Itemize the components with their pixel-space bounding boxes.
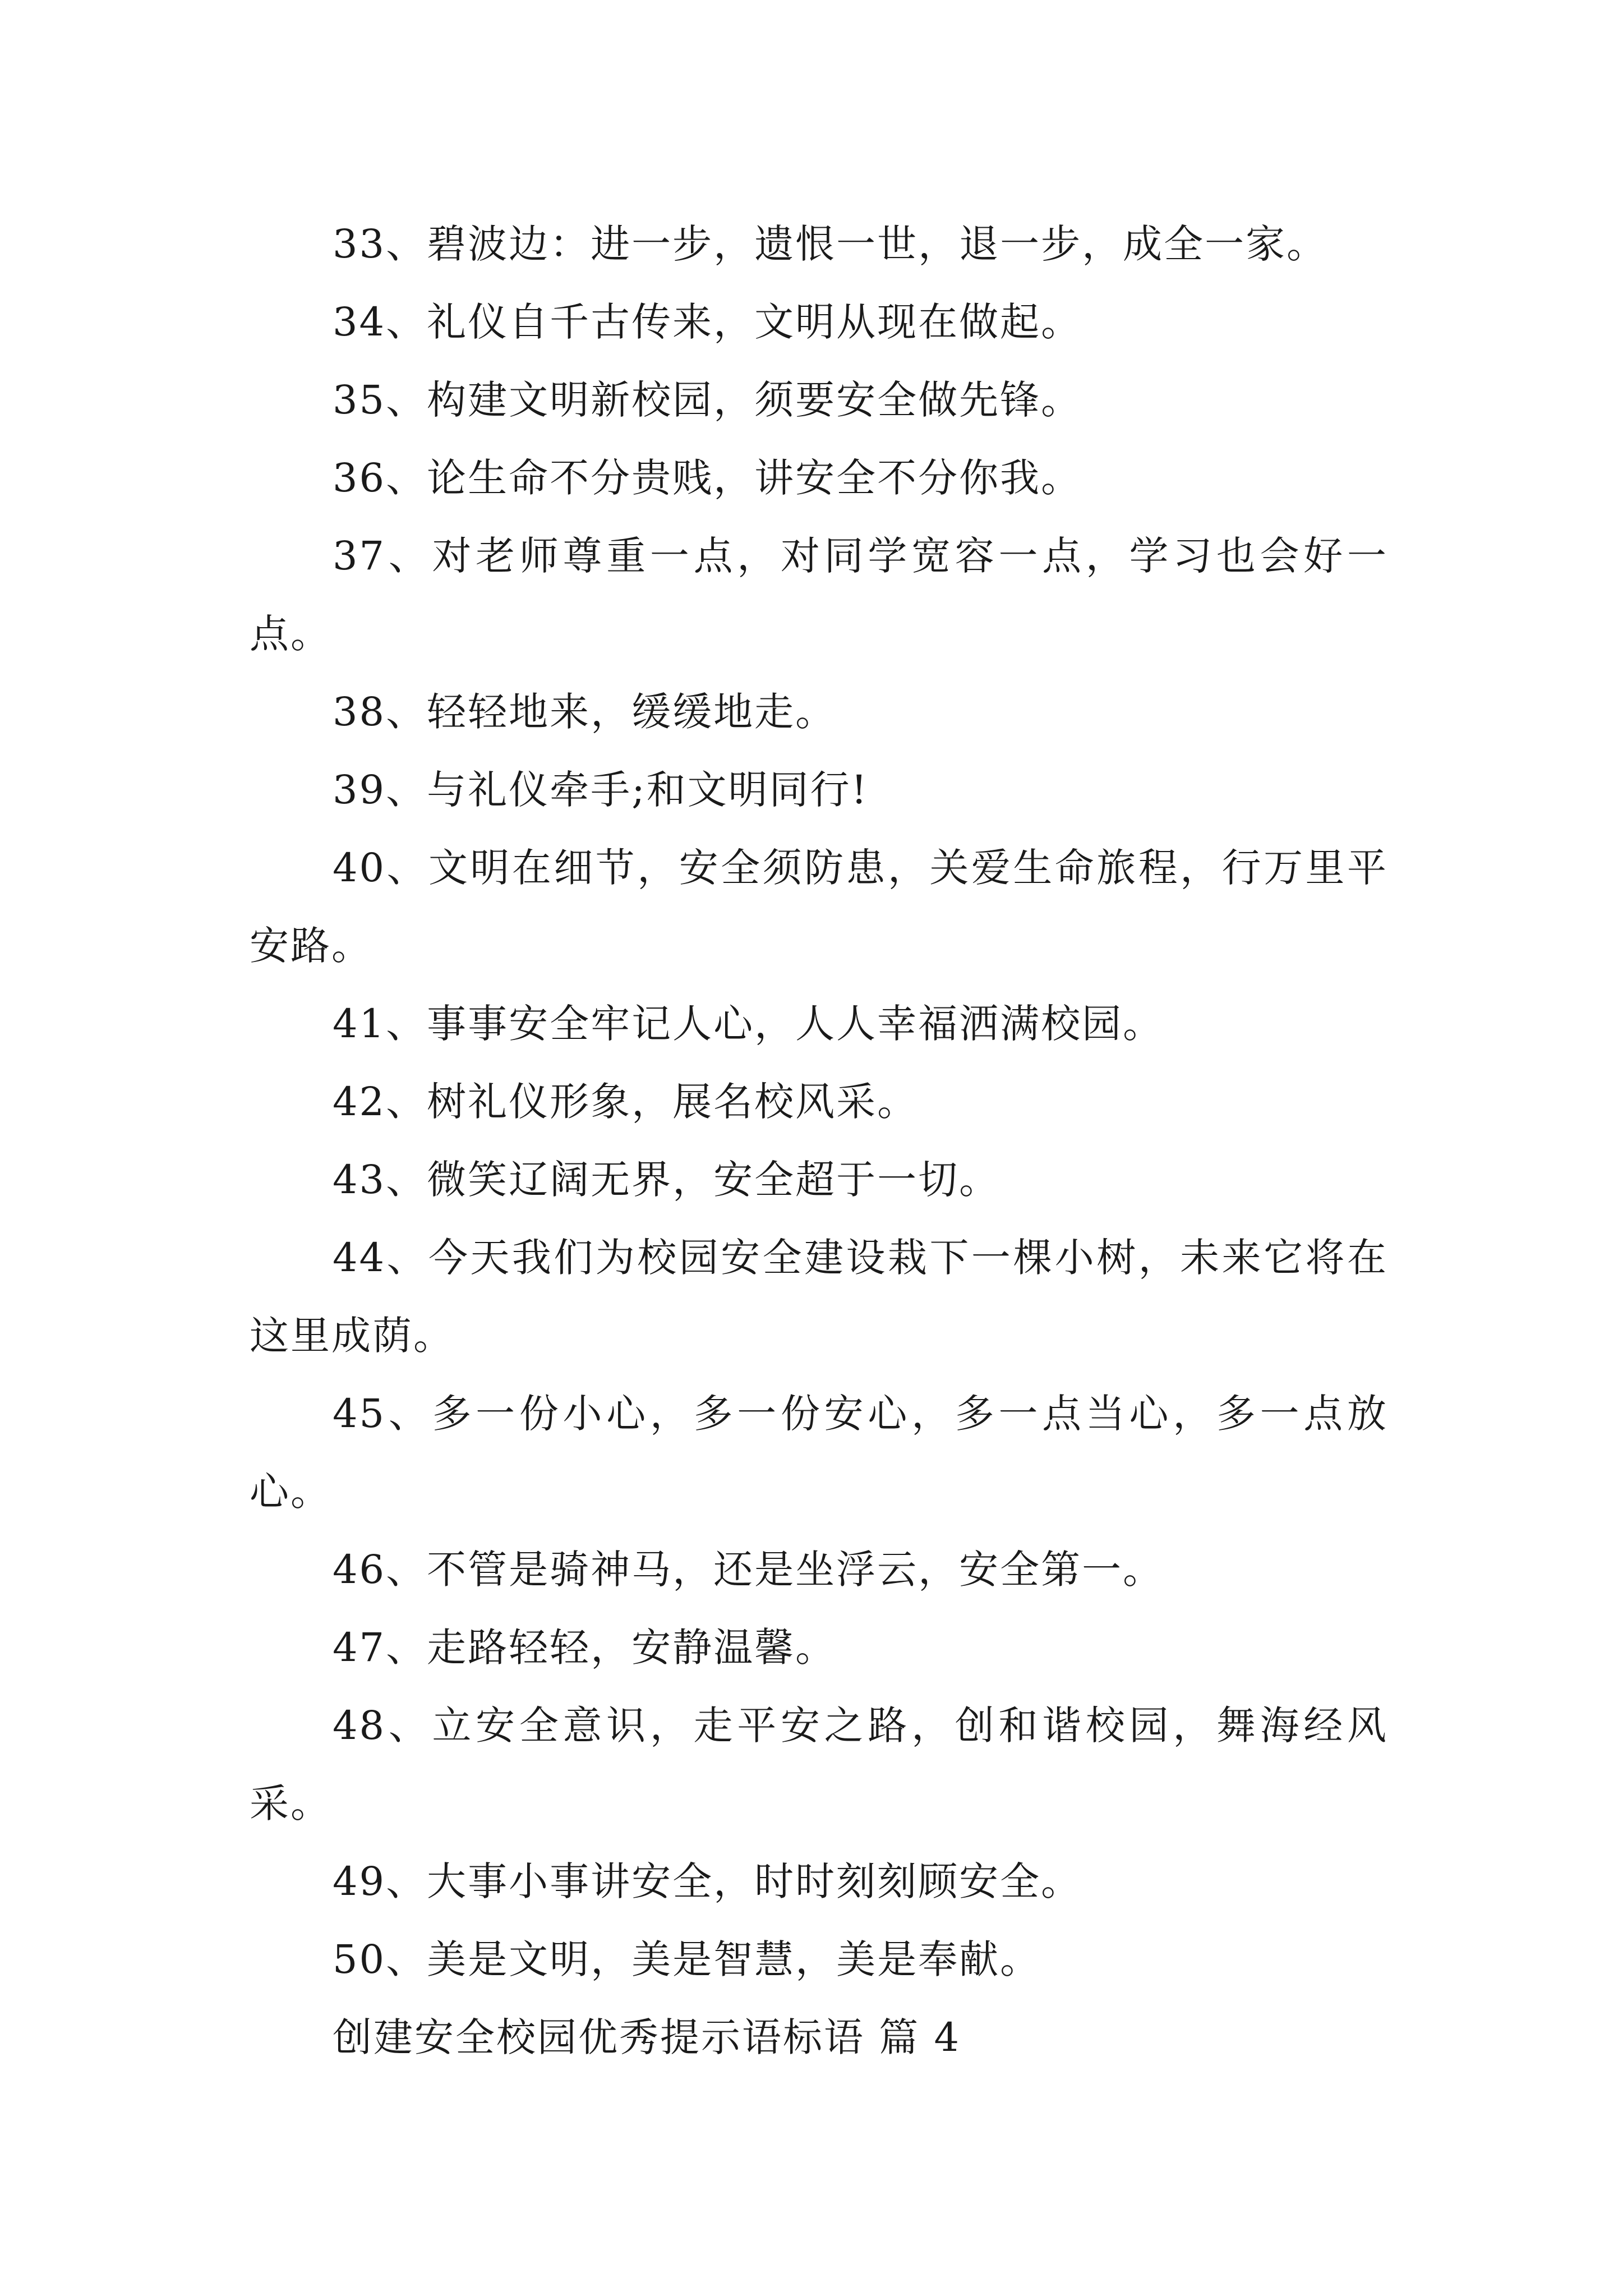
slogan-paragraph: 36、论生命不分贵贱，讲安全不分你我。	[333, 455, 1082, 501]
document-body	[250, 205, 1388, 2077]
slogan-paragraph: 47、走路轻轻，安静温馨。	[333, 1625, 837, 1671]
slogan-paragraph: 35、构建文明新校园，须要安全做先锋。	[333, 377, 1082, 423]
slogan-paragraph: 50、美是文明，美是智慧，美是奉献。	[333, 1936, 1041, 1982]
section-heading: 创建安全校园优秀提示语标语 篇 4	[333, 2014, 961, 2060]
slogan-paragraph: 45、多一份小心，多一份安心，多一点当心，多一点放心。	[250, 1391, 1388, 1515]
slogan-paragraph: 49、大事小事讲安全，时时刻刻顾安全。	[333, 1858, 1082, 1904]
slogan-paragraph: 34、礼仪自千古传来，文明从现在做起。	[333, 299, 1082, 345]
slogan-paragraph: 40、文明在细节，安全须防患，关爱生命旅程，行万里平安路。	[250, 845, 1388, 969]
slogan-paragraph: 33、碧波边：进一步，遗恨一世，退一步，成全一家。	[333, 221, 1328, 267]
slogan-paragraph: 43、微笑辽阔无界，安全超于一切。	[333, 1157, 1000, 1203]
slogan-paragraph: 48、立安全意识，走平安之路，创和谐校园，舞海经风采。	[250, 1703, 1388, 1826]
slogan-paragraph: 44、今天我们为校园安全建设栽下一棵小树，未来它将在这里成荫。	[250, 1235, 1388, 1359]
slogan-paragraph: 42、树礼仪形象，展名校风采。	[333, 1079, 919, 1125]
slogan-paragraph: 39、与礼仪牵手;和文明同行!	[333, 767, 869, 813]
slogan-paragraph: 46、不管是骑神马，还是坐浮云，安全第一。	[333, 1547, 1164, 1593]
slogan-paragraph: 38、轻轻地来，缓缓地走。	[333, 689, 837, 735]
slogan-paragraph: 37、对老师尊重一点，对同学宽容一点，学习也会好一点。	[250, 533, 1388, 657]
slogan-paragraph: 41、事事安全牢记人心，人人幸福洒满校园。	[333, 1001, 1164, 1047]
